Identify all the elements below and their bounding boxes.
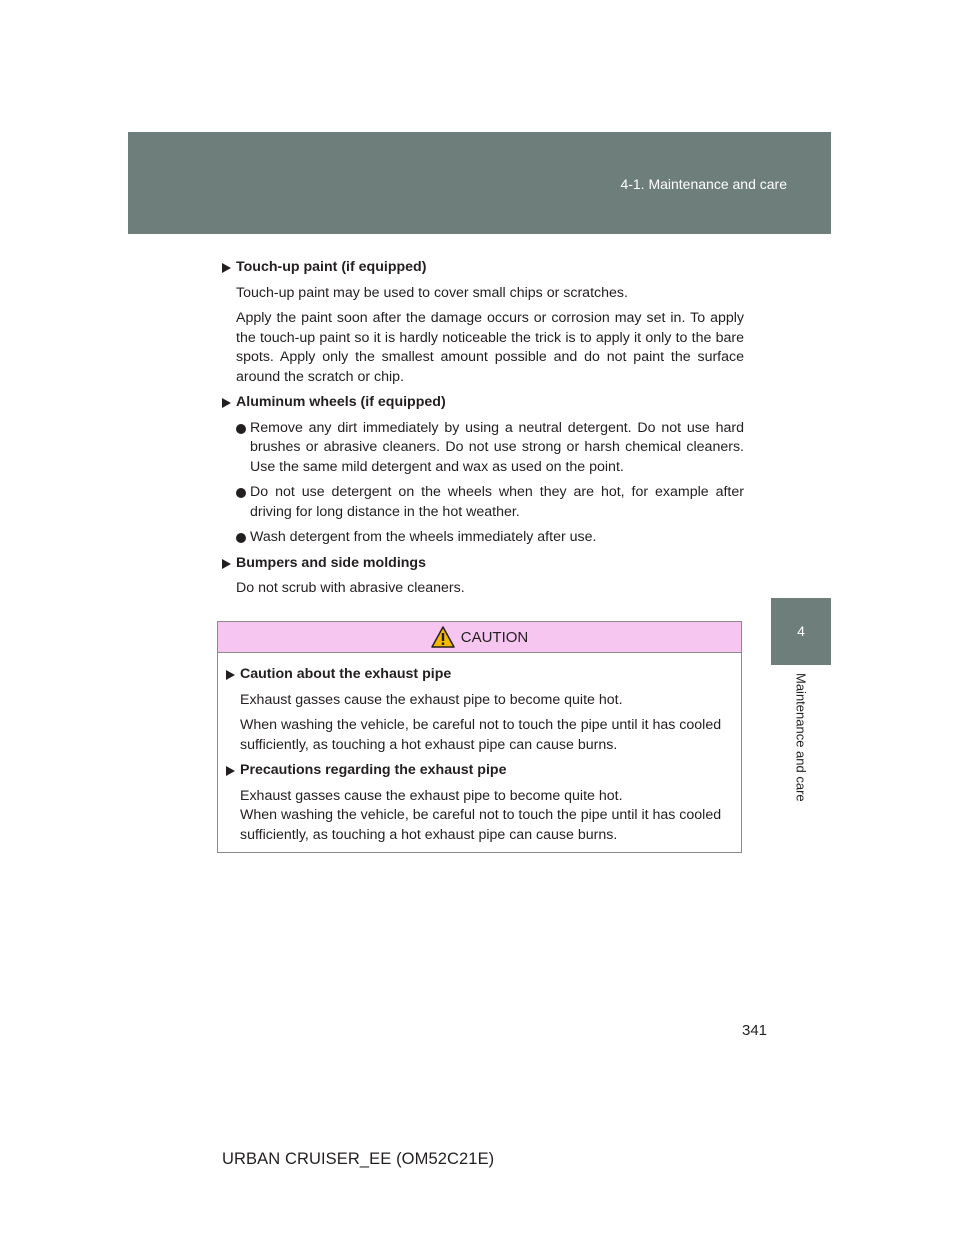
- paragraph: Apply the paint soon after the damage occurs or corrosion may set in. To apply the touch-up paint so it is hardly noticeable the trick is to apply it only to the bare spots. Apply only the smallest amount possible and do not paint the surface around the scratch or chip.: [236, 310, 744, 385]
- bullet-item: Do not use detergent on the wheels when they are hot, for example after driving for long distance in the hot weather.: [236, 483, 744, 522]
- section-bumpers: [222, 554, 744, 599]
- paragraph: Do not scrub with abrasive cleaners.: [236, 580, 465, 596]
- chapter-tab[interactable]: 4: [771, 598, 831, 665]
- caution-heading: Precautions regarding the exhaust pipe: [226, 761, 735, 781]
- section-title: 4-1. Maintenance and care: [620, 176, 787, 192]
- section-heading: Aluminum wheels (if equipped): [222, 393, 744, 413]
- bullet-item: Wash detergent from the wheels immediately after use.: [236, 528, 744, 548]
- paragraph: When washing the vehicle, be careful not to touch the pipe until it has cooled sufficiently, as touching a hot exhaust pipe can cause burns.: [240, 717, 722, 753]
- paragraph: Exhaust gasses cause the exhaust pipe to become quite hot.: [240, 787, 623, 804]
- caution-header: [218, 622, 741, 653]
- footer-model: URBAN CRUISER_EE (OM52C21E): [222, 1150, 495, 1168]
- section-aluminum-wheels: [222, 393, 744, 548]
- caution-body: [218, 653, 741, 845]
- header-bar: [128, 132, 831, 234]
- chapter-label-text: Maintenance and care: [793, 673, 809, 802]
- main-content: [222, 258, 744, 605]
- chapter-label: [771, 665, 831, 855]
- paragraph: When washing the vehicle, be careful not to touch the pipe until it has cooled sufficiently, as touching a hot exhaust pipe can cause burns.: [240, 807, 722, 843]
- paragraph: Exhaust gasses cause the exhaust pipe to become quite hot.: [240, 691, 623, 708]
- caution-title: CAUTION: [460, 628, 529, 646]
- page-number: 341: [742, 1022, 768, 1039]
- section-heading: Touch-up paint (if equipped): [222, 258, 744, 278]
- section-heading: Bumpers and side moldings: [222, 554, 744, 574]
- caution-box: [217, 621, 742, 853]
- caution-heading: Caution about the exhaust pipe: [226, 665, 735, 685]
- warning-icon: [431, 626, 455, 648]
- bullet-item: Remove any dirt immediately by using a neutral detergent. Do not use hard brushes or abrasive cleaners. Do not use strong or harsh chemical cleaners. Use the same mild detergent and wax as used on the point.: [236, 419, 744, 478]
- paragraph: Touch-up paint may be used to cover small chips or scratches.: [236, 284, 628, 301]
- section-touch-up-paint: [222, 258, 744, 387]
